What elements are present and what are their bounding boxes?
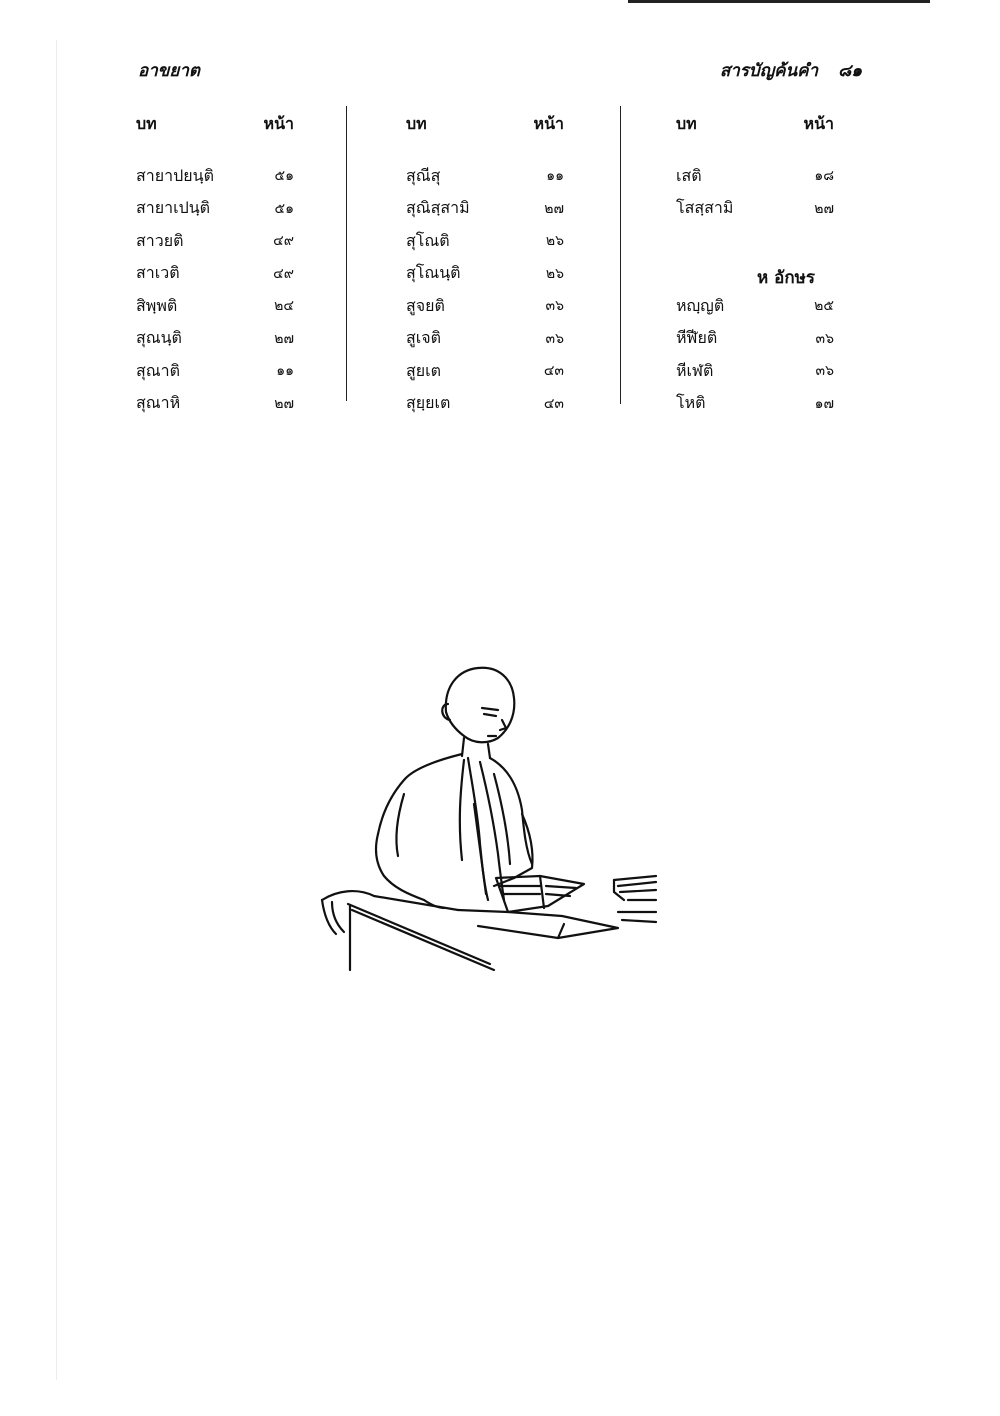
- index-word: หีฬียติ: [676, 328, 718, 348]
- index-row: [406, 160, 606, 193]
- running-header-right: [720, 57, 862, 84]
- index-page: ๔๓: [543, 363, 564, 380]
- index-row: [676, 388, 876, 421]
- index-word: สุณีสุ: [406, 165, 441, 185]
- index-page: ๑๑: [546, 168, 564, 185]
- index-page: ๑๘: [814, 168, 834, 185]
- index-row: [406, 355, 606, 388]
- index-page: ๒๕: [814, 298, 834, 315]
- index-page: ๒๖: [545, 265, 564, 282]
- index-page: ๒๖: [545, 233, 564, 250]
- index-word: หีเฬติ: [676, 360, 714, 380]
- index-page: ๒๗: [274, 330, 294, 347]
- column-header-page: หน้า: [533, 114, 564, 133]
- index-word: สูยเต: [406, 360, 441, 380]
- index-word: หญฺญติ: [676, 295, 725, 315]
- scan-margin-line: [56, 40, 57, 1380]
- index-page: ๑๗: [814, 395, 834, 412]
- index-row: [406, 388, 606, 421]
- index-word: สิพฺพติ: [136, 295, 178, 315]
- index-word: สายาปยนฺติ: [136, 165, 214, 185]
- index-word: เสติ: [676, 165, 702, 185]
- index-page: ๔๙: [273, 233, 294, 250]
- index-word: โหติ: [676, 393, 706, 413]
- index-row: [676, 193, 876, 226]
- monk-reading-icon: [318, 664, 658, 976]
- index-page: ๓๖: [545, 298, 564, 315]
- column-header-page: หน้า: [263, 114, 294, 133]
- column-header-page: หน้า: [803, 114, 834, 133]
- index-word: สาวยติ: [136, 230, 184, 250]
- index-page: ๒๗: [274, 395, 294, 412]
- section-heading: ห อักษร: [757, 268, 815, 289]
- index-row: [676, 160, 876, 193]
- index-row: [136, 323, 336, 356]
- running-header-title: สารบัญค้นคำ: [719, 61, 819, 81]
- column-header: [406, 112, 606, 136]
- index-page: ๒๔: [274, 298, 294, 315]
- index-word: โสสฺสามิ: [676, 198, 734, 218]
- column-header: [136, 112, 336, 136]
- index-word: สุณาหิ: [136, 393, 181, 413]
- monk-reading-illustration: [318, 664, 658, 976]
- index-column-2: [406, 112, 606, 420]
- index-page: ๓๖: [815, 363, 834, 380]
- page-number: ๘๑: [838, 61, 862, 81]
- index-row: [406, 225, 606, 258]
- index-word: สุยฺยเต: [406, 393, 451, 413]
- index-page: ๕๑: [274, 168, 294, 185]
- column-header: [676, 112, 876, 136]
- index-page: ๔๓: [543, 395, 564, 412]
- index-page: ๑๑: [276, 363, 294, 380]
- index-row: [136, 193, 336, 226]
- column-header-word: บท: [676, 114, 697, 133]
- index-page: ๔๙: [273, 265, 294, 282]
- index-row: [406, 193, 606, 226]
- index-word: สายาเปนฺติ: [136, 198, 211, 218]
- index-row: [676, 355, 876, 388]
- index-column-3: [676, 112, 876, 420]
- index-page: ๓๖: [815, 330, 834, 347]
- index-row: [136, 258, 336, 291]
- index-row: [136, 290, 336, 323]
- index-word: สุโณนฺติ: [406, 263, 461, 283]
- index-row: [676, 290, 876, 323]
- index-word: สุณิสฺสามิ: [406, 198, 470, 218]
- index-row: [406, 258, 606, 291]
- index-row: [136, 225, 336, 258]
- column-divider: [346, 106, 347, 401]
- index-row: [136, 355, 336, 388]
- index-page: ๕๑: [274, 200, 294, 217]
- index-row: [136, 388, 336, 421]
- top-edge-line: [628, 0, 930, 3]
- index-word: สูจยติ: [406, 295, 445, 315]
- index-row: [676, 323, 876, 356]
- index-word: สุโณติ: [406, 230, 450, 250]
- column-divider: [620, 106, 621, 404]
- index-page: ๒๗: [544, 200, 564, 217]
- index-page: ๓๖: [545, 330, 564, 347]
- index-column-1: [136, 112, 336, 420]
- index-page: ๒๗: [814, 200, 834, 217]
- index-word: สาเวติ: [136, 263, 180, 283]
- index-row: [406, 323, 606, 356]
- running-header-left: อาขยาต: [138, 61, 200, 81]
- index-row: [406, 290, 606, 323]
- column-header-word: บท: [406, 114, 427, 133]
- index-word: สุณาติ: [136, 360, 180, 380]
- column-header-word: บท: [136, 114, 157, 133]
- index-row: [136, 160, 336, 193]
- index-word: สูเจติ: [406, 328, 441, 348]
- index-word: สุณนฺติ: [136, 328, 182, 348]
